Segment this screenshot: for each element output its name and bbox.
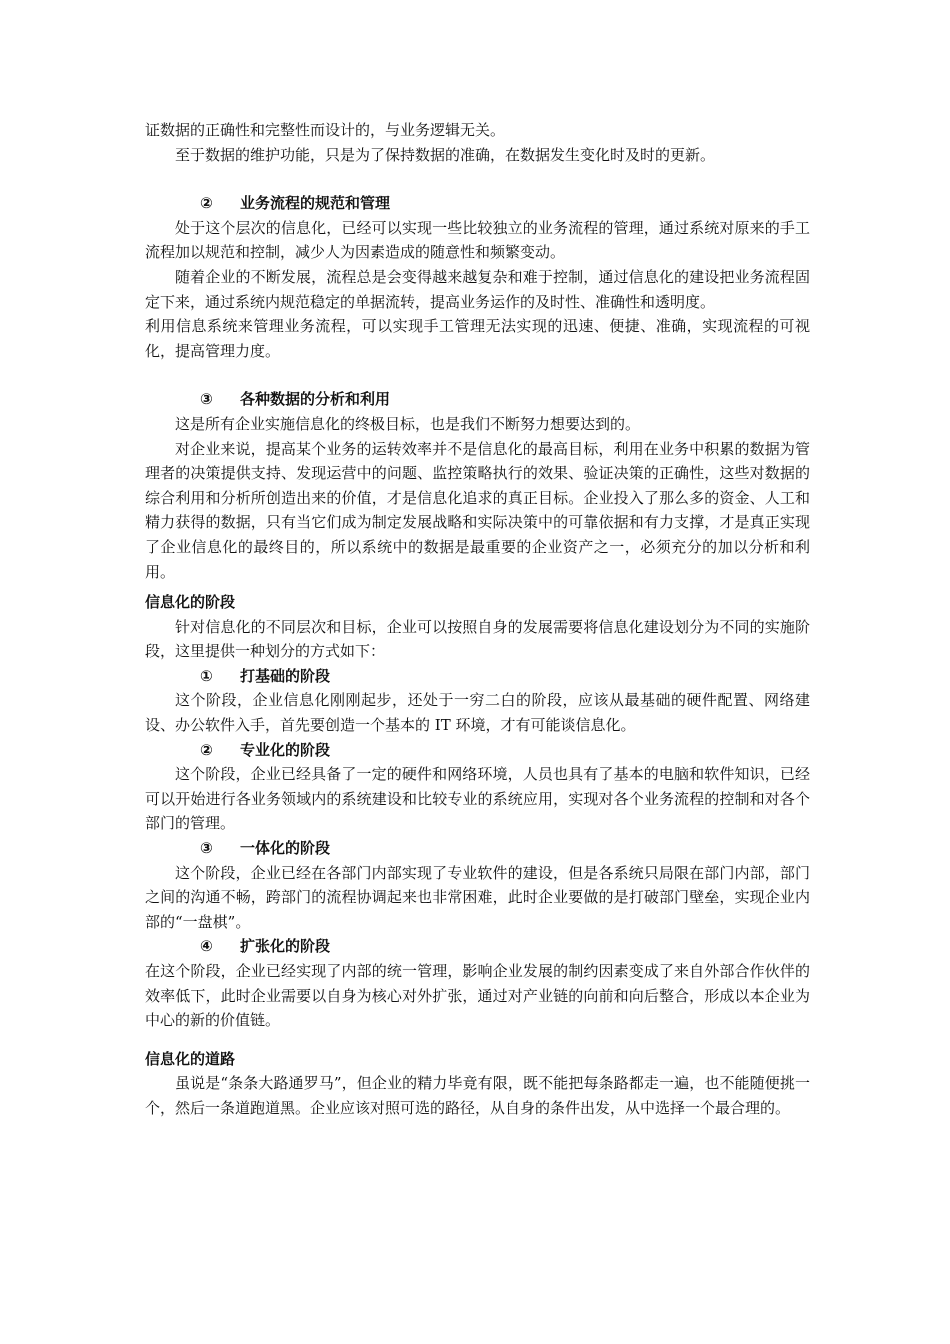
paragraph: 随着企业的不断发展，流程总是会变得越来越复杂和难于控制，通过信息化的建设把业务流程固定下来，通过系统内规范稳定的单据流转，提高业务运作的及时性、准确性和透明度。 — [145, 267, 810, 311]
circled-number: ③ — [200, 839, 213, 858]
paragraph: 对企业来说，提高某个业务的运转效率并不是信息化的最高目标，利用在业务中积累的数据为管理者的决策提供支持、发现运营中的问题、监控策略执行的效果、验证决策的正确性，这些对数据的综合利用和分析所创造出来的价值，才是信息化追求的真正目标。企业投入了那么多的资金、人工和精力获得的数据，只有当它们成为制定发展战略和实际决策中的可靠依据和有力支撑，才是真正实现了企业信息化的最终目的，所以系统中的数据是最重要的企业资产之一，必须充分的加以分析和利用。 — [145, 439, 810, 581]
paragraph: 这个阶段，企业已经在各部门内部实现了专业软件的建设，但是各系统只局限在部门内部，部门之间的沟通不畅，跨部门的流程协调起来也非常困难，此时企业要做的是打破部门壁垒，实现企业内部的“一盘棋”。 — [145, 863, 810, 931]
paragraph: 这个阶段，企业已经具备了一定的硬件和网络环境，人员也具有了基本的电脑和软件知识，已经可以开始进行各业务领域内的系统建设和比较专业的系统应用，实现对各个业务流程的控制和对各个部门的管理。 — [145, 765, 810, 833]
paragraph: 虽说是“条条大路通罗马”，但企业的精力毕竟有限，既不能把每条路都走一遍，也不能随便挑一个，然后一条道跑道黑。企业应该对照可选的路径，从自身的条件出发，从中选择一个最合理的。 — [145, 1074, 810, 1117]
section-heading: 信息化的道路 — [145, 1049, 236, 1068]
document-page — [145, 118, 810, 1121]
stage-heading — [145, 836, 810, 861]
section-heading: 信息化的阶段 — [145, 593, 236, 612]
paragraph: 利用信息系统来管理业务流程，可以实现手工管理无法实现的迅速、便捷、准确，实现流程的可视化，提高管理力度。 — [145, 317, 810, 360]
stage-title: 打基础的阶段 — [240, 666, 331, 685]
subsection-title: 业务流程的规范和管理 — [240, 194, 391, 213]
subsection-heading — [145, 191, 810, 216]
stage-heading — [145, 738, 810, 763]
paragraph: 针对信息化的不同层次和目标，企业可以按照自身的发展需要将信息化建设划分为不同的实施阶段，这里提供一种划分的方式如下： — [145, 617, 810, 661]
paragraph: 处于这个层次的信息化，已经可以实现一些比较独立的业务流程的管理，通过系统对原来的手工流程加以规范和控制，减少人为因素造成的随意性和频繁变动。 — [145, 218, 810, 262]
circled-number: ② — [200, 740, 213, 759]
subsection-title: 各种数据的分析和利用 — [240, 390, 391, 409]
paragraph: 这个阶段，企业信息化刚刚起步，还处于一穷二白的阶段，应该从最基础的硬件配置、网络建设、办公软件入手，首先要创造一个基本的 IT 环境，才有可能谈信息化。 — [145, 691, 810, 735]
circled-number: ① — [200, 666, 213, 685]
stage-title: 一体化的阶段 — [240, 839, 331, 858]
paragraph: 这是所有企业实施信息化的终极目标，也是我们不断努力想要达到的。 — [175, 414, 641, 433]
subsection-heading — [145, 387, 810, 412]
stage-heading — [145, 664, 810, 689]
circled-number: ④ — [200, 937, 213, 956]
paragraph: 至于数据的维护功能，只是为了保持数据的准确，在数据发生变化时及时的更新。 — [175, 145, 716, 164]
stage-title: 扩张化的阶段 — [240, 937, 331, 956]
paragraph: 证数据的正确性和完整性而设计的，与业务逻辑无关。 — [145, 121, 506, 139]
circled-number: ③ — [200, 390, 213, 409]
paragraph: 在这个阶段，企业已经实现了内部的统一管理，影响企业发展的制约因素变成了来自外部合作伙伴的效率低下，此时企业需要以自身为核心对外扩张，通过对产业链的向前和向后整合，形成以本企业为中心的新的价值链。 — [145, 962, 810, 1030]
circled-number: ② — [200, 194, 213, 213]
stage-title: 专业化的阶段 — [240, 740, 331, 759]
stage-heading — [145, 934, 810, 959]
